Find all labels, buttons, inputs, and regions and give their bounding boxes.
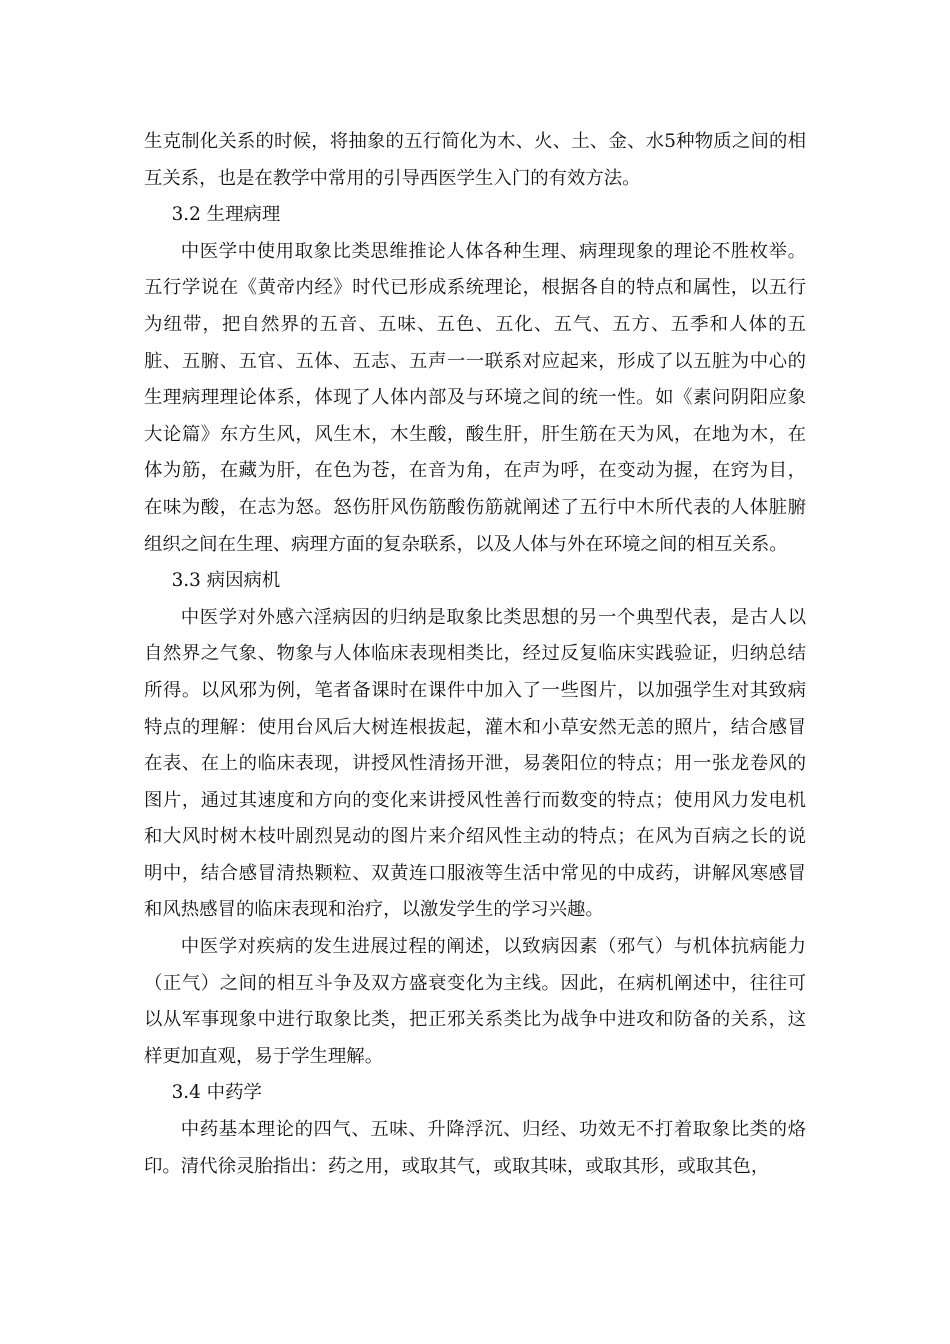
paragraph-continued: 生克制化关系的时候，将抽象的五行简化为木、火、土、金、水5种物质之间的相互关系，也是在教学中常用的引导西医学生入门的有效方法。 <box>144 131 806 189</box>
section-heading-3-3: 3.3 病因病机 <box>171 570 281 592</box>
section-heading-3-4: 3.4 中药学 <box>171 1082 262 1104</box>
document-page <box>144 124 806 1185</box>
section-heading-3-2: 3.2 生理病理 <box>171 204 281 226</box>
paragraph-etiology: 中医学对外感六淫病因的归纳是取象比类思想的另一个典型代表，是古人以自然界之气象、物象与人体临床表现相类比，经过反复临床实践验证，归纳总结所得。以风邪为例，笔者备课时在课件中加入了一些图片，以加强学生对其致病特点的理解：使用台风后大树连根拔起，灌木和小草安然无恙的照片，结合感冒在表、在上的临床表现，讲授风性清扬开泄，易袭阳位的特点；用一张龙卷风的图片，通过其速度和方向的变化来讲授风性善行而数变的特点；使用风力发电机和大风时树木枝叶剧烈晃动的图片来介绍风性主动的特点；在风为百病之长的说明中，结合感冒清热颗粒、双黄连口服液等生活中常见的中成药，讲解风寒感冒和风热感冒的临床表现和治疗，以激发学生的学习兴趣。 <box>144 606 806 921</box>
paragraph-physiology: 中医学中使用取象比类思维推论人体各种生理、病理现象的理论不胜枚举。五行学说在《黄帝内经》时代已形成系统理论，根据各自的特点和属性，以五行为纽带，把自然界的五音、五味、五色、五化、五气、五方、五季和人体的五脏、五腑、五官、五体、五志、五声一一联系对应起来，形成了以五脏为中心的生理病理理论体系，体现了人体内部及与环境之间的统一性。如《素问阴阳应象大论篇》东方生风，风生木，木生酸，酸生肝，肝生筋在天为风，在地为木，在体为筋，在藏为肝，在色为苍，在音为角，在声为呼，在变动为握，在窍为目，在味为酸，在志为怒。怒伤肝风伤筋酸伤筋就阐述了五行中木所代表的人体脏腑组织之间在生理、病理方面的复杂联系，以及人体与外在环境之间的相互关系。 <box>144 240 806 555</box>
paragraph-pharmacology: 中药基本理论的四气、五味、升降浮沉、归经、功效无不打着取象比类的烙印。清代徐灵胎指出：药之用，或取其气，或取其味，或取其形，或取其色， <box>144 1119 806 1177</box>
paragraph-pathogenesis: 中医学对疾病的发生进展过程的阐述，以致病因素（邪气）与机体抗病能力（正气）之间的相互斗争及双方盛衰变化为主线。因此，在病机阐述中，往往可以从军事现象中进行取象比类，把正邪关系类比为战争中进攻和防备的关系，这样更加直观，易于学生理解。 <box>144 936 806 1067</box>
